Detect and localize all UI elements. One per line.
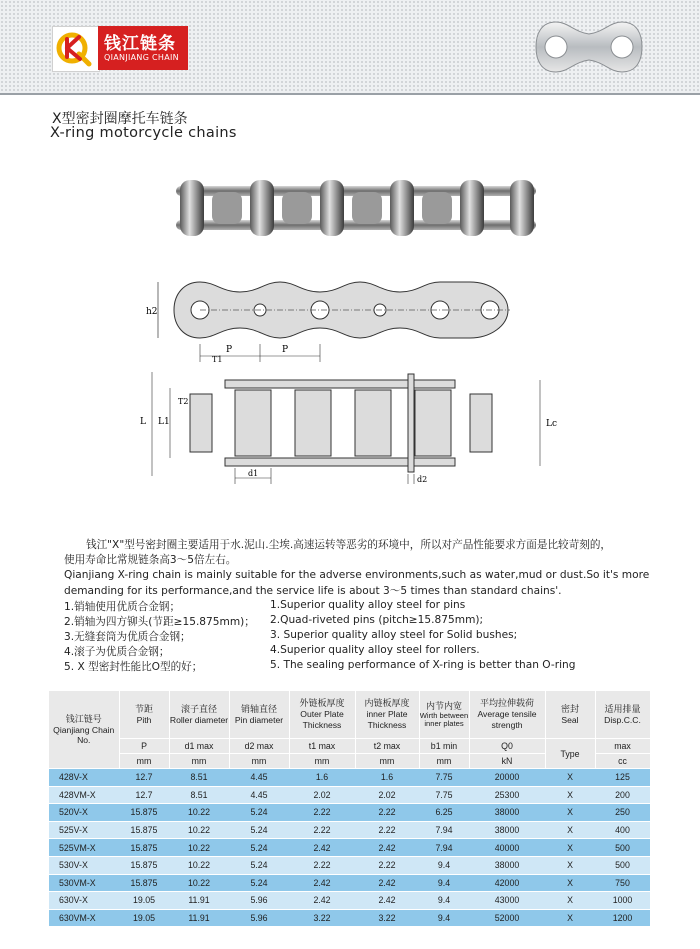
header-pitch: 节距 Pith xyxy=(119,691,169,739)
brand-name-cn: 钱江链条 xyxy=(104,34,176,54)
table-cell: 11.91 xyxy=(169,892,229,910)
table-cell: 1.6 xyxy=(289,769,355,787)
table-row xyxy=(49,892,650,910)
unit-cell: cc xyxy=(595,754,650,769)
table-cell: 2.22 xyxy=(289,821,355,839)
table-cell: 6.25 xyxy=(419,804,469,822)
header-pin: 销轴直径 Pin diameter xyxy=(229,691,289,739)
table-cell: 12.7 xyxy=(119,786,169,804)
symbol-cell: Type xyxy=(545,739,595,769)
table-cell: 5.24 xyxy=(229,804,289,822)
table-cell: 9.4 xyxy=(419,892,469,910)
table-cell: 15.875 xyxy=(119,839,169,857)
chain-plate-icon xyxy=(534,16,644,78)
table-cell: 500 xyxy=(595,839,650,857)
table-cell: 9.4 xyxy=(419,909,469,926)
table-cell: 40000 xyxy=(469,839,545,857)
feature-3-cn: 3.无缝套筒为优质合金钢； xyxy=(64,631,191,643)
symbol-cell: b1 min xyxy=(419,739,469,754)
table-row xyxy=(49,786,650,804)
table-cell: 630V-X xyxy=(49,892,119,910)
qj-logo-icon xyxy=(53,27,99,71)
table-cell: 2.42 xyxy=(355,839,419,857)
table-cell: 2.02 xyxy=(355,786,419,804)
table-cell: 5.24 xyxy=(229,874,289,892)
table-cell: 2.22 xyxy=(355,856,419,874)
table-cell: 10.22 xyxy=(169,874,229,892)
table-cell: X xyxy=(545,769,595,787)
table-cell: 38000 xyxy=(469,804,545,822)
table-cell: 2.42 xyxy=(289,874,355,892)
table-row xyxy=(49,856,650,874)
table-cell: 2.42 xyxy=(355,874,419,892)
spec-table xyxy=(49,691,651,926)
table-cell: 428V-X xyxy=(49,769,119,787)
feature-2-en: 2.Quad-riveted pins (pitch≥15.875mm); xyxy=(270,614,484,626)
table-cell: 10.22 xyxy=(169,856,229,874)
table-cell: 530VM-X xyxy=(49,874,119,892)
symbol-cell: max xyxy=(595,739,650,754)
table-cell: 8.51 xyxy=(169,786,229,804)
table-cell: 2.02 xyxy=(289,786,355,804)
table-cell: 630VM-X xyxy=(49,909,119,926)
feature-1-cn: 1.销轴使用优质合金钢； xyxy=(64,601,181,613)
table-cell: 2.22 xyxy=(355,804,419,822)
feature-4-en: 4.Superior quality alloy steel for rollers. xyxy=(270,644,480,656)
symbol-cell: t1 max xyxy=(289,739,355,754)
title-en: X-ring motorcycle chains xyxy=(50,125,237,141)
symbol-cell: P xyxy=(119,739,169,754)
label-p2: P xyxy=(282,345,289,355)
feature-1-en: 1.Superior quality alloy steel for pins xyxy=(270,599,466,611)
unit-cell: mm xyxy=(229,754,289,769)
table-cell: 2.22 xyxy=(355,821,419,839)
table-cell: X xyxy=(545,909,595,926)
unit-cell: mm xyxy=(169,754,229,769)
label-h2: h2 xyxy=(146,307,158,317)
table-row xyxy=(49,909,650,926)
symbol-cell: Q0 xyxy=(469,739,545,754)
label-p1: P xyxy=(226,345,233,355)
table-cell: 19.05 xyxy=(119,909,169,926)
description xyxy=(64,538,654,599)
brand-name-en: QIANJIANG CHAIN xyxy=(104,53,179,62)
table-header-row xyxy=(49,691,650,739)
table-cell: X xyxy=(545,786,595,804)
unit-cell: mm xyxy=(289,754,355,769)
table-cell: 15.875 xyxy=(119,804,169,822)
table-row xyxy=(49,874,650,892)
table-symbol-row xyxy=(49,739,650,754)
table-cell: 15.875 xyxy=(119,856,169,874)
table-cell: 20000 xyxy=(469,769,545,787)
table-cell: 530V-X xyxy=(49,856,119,874)
table-row xyxy=(49,804,650,822)
table-cell: 1000 xyxy=(595,892,650,910)
table-cell: 400 xyxy=(595,821,650,839)
table-row xyxy=(49,769,650,787)
chain-dimension-drawing xyxy=(130,262,570,492)
feature-2-cn: 2.销轴为四方铆头(节距≥15.875mm)； xyxy=(64,616,255,628)
description-cn-line1: 钱江"X"型号密封圈主要适用于水.泥山.尘埃.高速运转等恶劣的环境中，所以对产品性能要求方面是比较苛刻的， xyxy=(86,539,612,551)
header-inner-width: 内节内宽 Wirth between inner plates xyxy=(419,691,469,739)
feature-3-en: 3. Superior quality alloy steel for Solid bushes; xyxy=(270,629,518,641)
table-cell: 15.875 xyxy=(119,874,169,892)
table-cell: 1200 xyxy=(595,909,650,926)
table-cell: X xyxy=(545,804,595,822)
description-en-line1: Qianjiang X-ring chain is mainly suitable for the adverse environments,such as water,mud or dust.So it's more xyxy=(64,569,650,582)
table-cell: 19.05 xyxy=(119,892,169,910)
table-cell: 8.51 xyxy=(169,769,229,787)
table-cell: 11.91 xyxy=(169,909,229,926)
table-cell: 4.45 xyxy=(229,769,289,787)
description-en-line2: demanding for its performance,and the service life is about 3～5 times than standard chains'. xyxy=(64,584,562,597)
label-l1: L1 xyxy=(158,417,170,427)
table-cell: 500 xyxy=(595,856,650,874)
label-l: L xyxy=(140,417,146,427)
table-cell: 5.24 xyxy=(229,856,289,874)
header-tensile: 平均拉伸载荷 Average tensile strength xyxy=(469,691,545,739)
table-cell: 4.45 xyxy=(229,786,289,804)
table-cell: 3.22 xyxy=(355,909,419,926)
unit-cell: kN xyxy=(469,754,545,769)
table-cell: 750 xyxy=(595,874,650,892)
table-cell: X xyxy=(545,874,595,892)
title-cn: X型密封圈摩托车链条 xyxy=(52,111,188,127)
table-cell: 5.24 xyxy=(229,839,289,857)
feature-5-en: 5. The sealing performance of X-ring is better than O-ring xyxy=(270,659,576,671)
table-cell: 525VM-X xyxy=(49,839,119,857)
table-cell: 5.24 xyxy=(229,821,289,839)
header-displacement: 适用排量 Disp.C.C. xyxy=(595,691,650,739)
table-cell: X xyxy=(545,839,595,857)
table-cell: 1.6 xyxy=(355,769,419,787)
table-cell: 15.875 xyxy=(119,821,169,839)
table-cell: 43000 xyxy=(469,892,545,910)
symbol-cell: t2 max xyxy=(355,739,419,754)
table-cell: 125 xyxy=(595,769,650,787)
table-cell: 520V-X xyxy=(49,804,119,822)
table-cell: X xyxy=(545,821,595,839)
header-outer-plate: 外链板厚度 Outer Plate Thickness xyxy=(289,691,355,739)
table-cell: 428VM-X xyxy=(49,786,119,804)
table-cell: 7.75 xyxy=(419,786,469,804)
label-lc: Lc xyxy=(546,419,558,429)
table-cell: 38000 xyxy=(469,856,545,874)
table-cell: 2.22 xyxy=(289,856,355,874)
feature-5-cn: 5. X 型密封性能比O型的好； xyxy=(64,661,203,673)
table-cell: 9.4 xyxy=(419,856,469,874)
table-row xyxy=(49,839,650,857)
label-t2: T2 xyxy=(178,397,189,406)
table-cell: 52000 xyxy=(469,909,545,926)
unit-cell: mm xyxy=(419,754,469,769)
table-cell: 2.42 xyxy=(289,839,355,857)
header-divider xyxy=(0,93,700,95)
table-cell: X xyxy=(545,856,595,874)
table-cell: 2.42 xyxy=(289,892,355,910)
table-cell: 42000 xyxy=(469,874,545,892)
table-cell: 7.94 xyxy=(419,839,469,857)
unit-cell: mm xyxy=(119,754,169,769)
header-seal: 密封 Seal xyxy=(545,691,595,739)
header-roller: 滚子直径 Roller diameter xyxy=(169,691,229,739)
chain-photo xyxy=(176,178,536,238)
feature-4-cn: 4.滚子为优质合金钢； xyxy=(64,646,170,658)
symbol-cell: d1 max xyxy=(169,739,229,754)
table-cell: 5.96 xyxy=(229,909,289,926)
table-cell: X xyxy=(545,892,595,910)
table-cell: 525V-X xyxy=(49,821,119,839)
table-row xyxy=(49,821,650,839)
company-logo xyxy=(52,26,100,72)
table-cell: 9.4 xyxy=(419,874,469,892)
label-d1: d1 xyxy=(248,469,259,478)
table-cell: 10.22 xyxy=(169,804,229,822)
table-cell: 7.75 xyxy=(419,769,469,787)
spec-table-body xyxy=(49,769,650,927)
table-cell: 38000 xyxy=(469,821,545,839)
label-t1: T1 xyxy=(212,355,223,364)
unit-cell: mm xyxy=(355,754,419,769)
table-cell: 3.22 xyxy=(289,909,355,926)
table-cell: 2.22 xyxy=(289,804,355,822)
table-cell: 200 xyxy=(595,786,650,804)
table-cell: 25300 xyxy=(469,786,545,804)
header-chain-no: 钱江链号 Qianjiang Chain No. xyxy=(49,691,119,769)
table-cell: 2.42 xyxy=(355,892,419,910)
table-cell: 7.94 xyxy=(419,821,469,839)
description-cn-line2: 使用寿命比常规链条高3～5倍左右。 xyxy=(64,554,237,567)
header-inner-plate: 内链板厚度 inner Plate Thickness xyxy=(355,691,419,739)
label-d2: d2 xyxy=(417,475,428,484)
symbol-cell: d2 max xyxy=(229,739,289,754)
table-cell: 250 xyxy=(595,804,650,822)
table-cell: 12.7 xyxy=(119,769,169,787)
table-cell: 5.96 xyxy=(229,892,289,910)
table-cell: 10.22 xyxy=(169,839,229,857)
table-cell: 10.22 xyxy=(169,821,229,839)
